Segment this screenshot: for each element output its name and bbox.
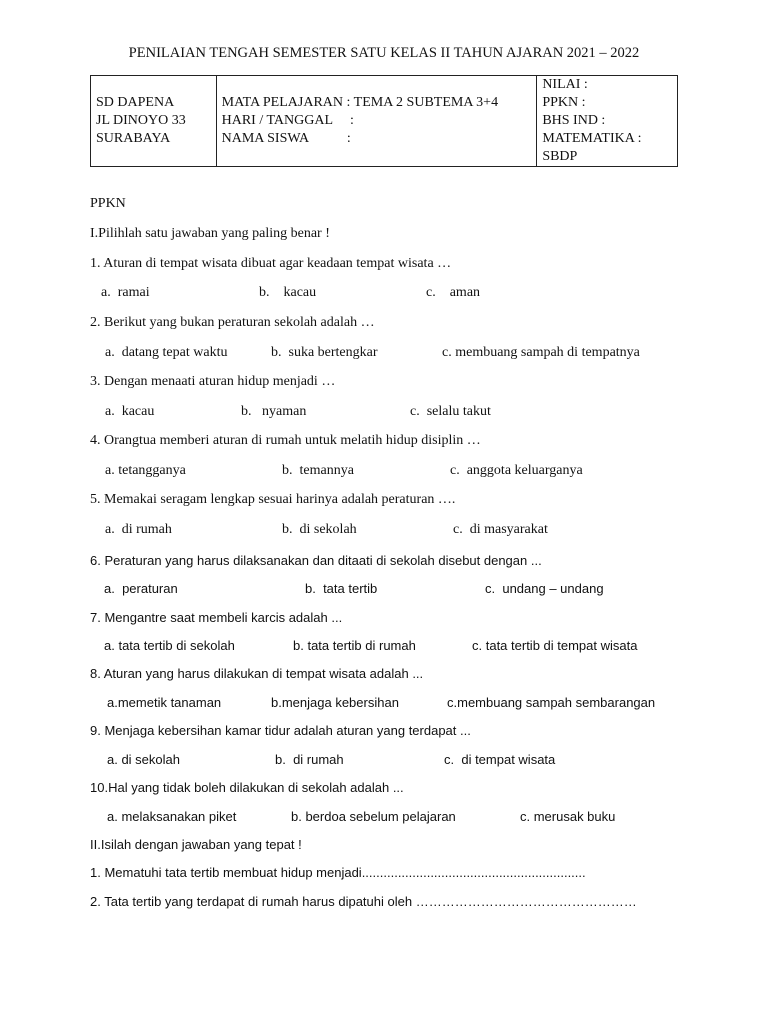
question-9: 9. Menjaga kebersihan kamar tidur adalah aturan yang terdapat ... [90,723,471,738]
question-7: 7. Mengantre saat membeli karcis adalah ... [90,610,343,625]
school-address: JL DINOYO 33 [96,113,186,128]
question-6: 6. Peraturan yang harus dilaksanakan dan ditaati di sekolah disebut dengan ... [90,553,542,568]
page-title: PENILAIAN TENGAH SEMESTER SATU KELAS II TAHUN AJARAN 2021 – 2022 [128,45,640,61]
student-name-line: NAMA SISWA : [221,131,351,146]
question-3: 3. Dengan menaati aturan hidup menjadi … [90,374,336,389]
question-3-option-c: c. selalu takut [410,404,491,419]
question-9-option-c: c. di tempat wisata [444,752,556,767]
subject-heading: PPKN [90,196,126,211]
score-ppkn: PPKN : [542,95,586,110]
question-10-option-b: b. berdoa sebelum pelajaran [291,809,456,824]
question-2-option-a: a. datang tepat waktu [105,345,228,360]
question-5-option-a: a. di rumah [105,522,172,537]
question-8-option-c: c.membuang sampah sembarangan [447,695,656,710]
essay-question-2: 2. Tata tertib yang terdapat di rumah harus dipatuhi oleh …………………………………………… [90,894,637,909]
question-5-option-c: c. di masyarakat [453,522,548,537]
question-5-option-b: b. di sekolah [282,522,357,537]
question-2-option-c: c. membuang sampah di tempatnya [442,345,640,360]
score-nilai: NILAI : [542,77,588,92]
section-1-instruction: I.Pilihlah satu jawaban yang paling benar ! [90,226,330,241]
question-10-option-c: c. merusak buku [520,809,616,824]
question-1: 1. Aturan di tempat wisata dibuat agar keadaan tempat wisata … [90,256,452,271]
question-4-option-c: c. anggota keluarganya [450,463,583,478]
question-10-option-a: a. melaksanakan piket [107,809,237,824]
question-10: 10.Hal yang tidak boleh dilakukan di sekolah adalah ... [90,780,404,795]
subject-line: MATA PELAJARAN : TEMA 2 SUBTEMA 3+4 [221,95,499,110]
question-6-option-a: a. peraturan [104,581,178,596]
question-6-option-c: c. undang – undang [485,581,604,596]
question-2-option-b: b. suka bertengkar [271,345,378,360]
question-1-option-a: a. ramai [101,285,150,300]
question-8-option-b: b.menjaga kebersihan [271,695,399,710]
essay-question-1: 1. Mematuhi tata tertib membuat hidup menjadi.............................................................. [90,865,586,880]
school-name: SD DAPENA [96,95,175,110]
question-7-option-a: a. tata tertib di sekolah [104,638,235,653]
school-cell [91,76,217,167]
question-9-option-a: a. di sekolah [107,752,180,767]
question-1-option-c: c. aman [426,285,481,300]
score-cell [537,76,678,167]
header-table [90,75,678,167]
score-bhs-ind: BHS IND : [542,113,606,128]
section-2-instruction: II.Isilah dengan jawaban yang tepat ! [90,837,302,852]
question-4-option-a: a. tetangganya [105,463,186,478]
date-line: HARI / TANGGAL : [221,113,354,128]
question-5: 5. Memakai seragam lengkap sesuai harinya adalah peraturan …. [90,492,456,507]
question-7-option-c: c. tata tertib di tempat wisata [472,638,638,653]
question-4: 4. Orangtua memberi aturan di rumah untuk melatih hidup disiplin … [90,433,481,448]
question-3-option-a: a. kacau [105,404,155,419]
question-8-option-a: a.memetik tanaman [107,695,222,710]
info-cell [216,76,537,167]
question-2: 2. Berikut yang bukan peraturan sekolah adalah … [90,315,375,330]
score-matematika: MATEMATIKA : [542,131,642,146]
question-1-option-b: b. kacau [259,285,317,300]
question-6-option-b: b. tata tertib [305,581,378,596]
question-8: 8. Aturan yang harus dilakukan di tempat wisata adalah ... [90,666,424,681]
question-9-option-b: b. di rumah [275,752,344,767]
score-sbdp: SBDP [542,149,578,164]
question-4-option-b: b. temannya [282,463,354,478]
question-3-option-b: b. nyaman [241,404,307,419]
question-7-option-b: b. tata tertib di rumah [293,638,416,653]
school-city: SURABAYA [96,131,171,146]
